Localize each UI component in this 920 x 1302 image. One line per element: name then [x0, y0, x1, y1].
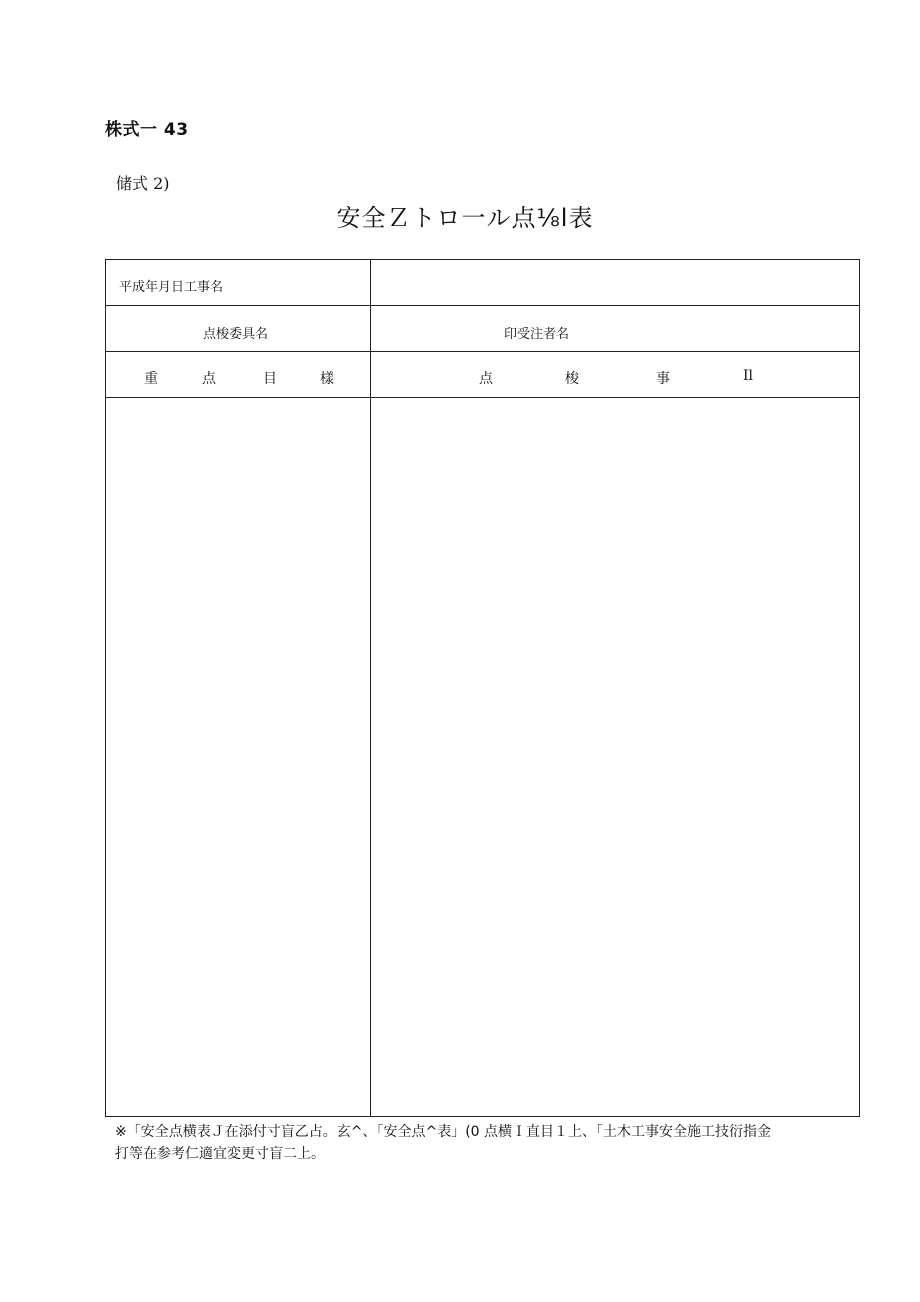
inspection-matter-heading-char-3: 事 [656, 371, 670, 387]
inspection-matter-heading-char-2: 梭 [565, 371, 579, 387]
inspection-committee-label: 点梭委具名 [203, 327, 269, 342]
row-divider-3 [106, 397, 859, 398]
contractor-name-label: 印受注者名 [504, 327, 570, 342]
inspection-table [105, 259, 860, 1117]
priority-items-area[interactable] [108, 399, 368, 1114]
footnote [115, 1121, 875, 1165]
priority-item-heading-char-2: 点 [202, 371, 216, 387]
inspection-matter-heading-char-4: Il [743, 368, 754, 384]
footnote-line-1: ※「安全点横表Ｊ在添付寸盲乙占。玄^、「安全点^表」(0 点横Ｉ直目１上、「土木工事安全施工技衍指金 [115, 1124, 772, 1140]
column-divider [370, 260, 371, 1116]
inspection-matter-heading-char-1: 点 [479, 371, 493, 387]
footnote-line-2: 打等在参考仁適宜変更寸盲二上。 [115, 1146, 325, 1162]
page-title: 安全Ｚトロ一ル点⅛l表 [336, 204, 594, 232]
row-divider-1 [106, 305, 859, 306]
inspection-matters-area[interactable] [372, 399, 858, 1114]
row-divider-2 [106, 351, 859, 352]
form-subnumber: 储式 2) [116, 174, 170, 193]
form-number: 株式一 43 [105, 120, 189, 140]
priority-item-heading-char-4: 樣 [320, 371, 334, 387]
priority-item-heading-char-3: 目 [263, 371, 277, 387]
project-name-field[interactable] [372, 262, 858, 304]
date-project-name-label: 平成年月日工事名 [119, 280, 224, 295]
priority-item-heading-char-1: 重 [144, 371, 158, 387]
